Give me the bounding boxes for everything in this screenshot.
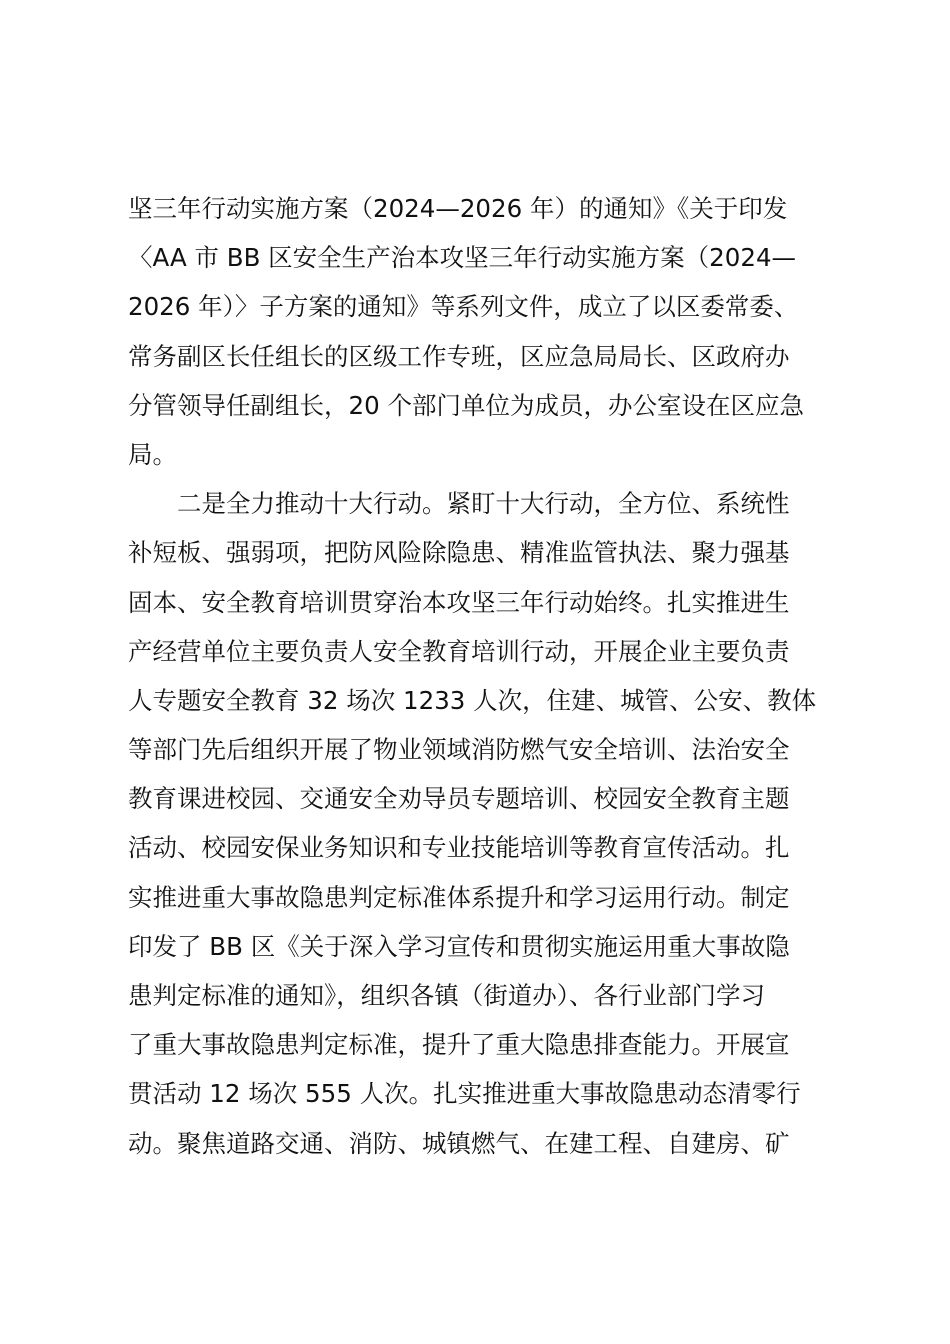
text-line: 贯活动 12 场次 555 人次。扎实推进重大事故隐患动态清零行 [128,1079,801,1109]
text-line: 印发了 BB 区《关于深入学习宣传和贯彻实施运用重大事故隐 [128,931,790,961]
text-line: 局。 [128,439,177,469]
text-line: 人专题安全教育 32 场次 1233 人次，住建、城管、公安、教体 [128,685,817,715]
paragraph-2 [128,479,848,1168]
paragraph-1 [128,184,848,479]
text-line: 产经营单位主要负责人安全教育培训行动，开展企业主要负责 [128,636,790,666]
text-line: 补短板、强弱项，把防风险除隐患、精准监管执法、聚力强基 [128,538,790,568]
text-line: 分管领导任副组长，20 个部门单位为成员，办公室设在区应急 [128,390,804,420]
text-line: 实推进重大事故隐患判定标准体系提升和学习运用行动。制定 [128,882,790,912]
text-line: 了重大事故隐患判定标准，提升了重大隐患排查能力。开展宣 [128,1030,790,1060]
text-line: 活动、校园安保业务知识和专业技能培训等教育宣传活动。扎 [128,833,790,863]
text-line: 2026 年）〉子方案的通知》等系列文件，成立了以区委常委、 [128,292,799,322]
text-line: 坚三年行动实施方案（2024—2026 年）的通知》《关于印发 [128,194,788,223]
text-line-first-indented: 二是全力推动十大行动。紧盯十大行动，全方位、系统性 [177,489,790,519]
text-line: 动。聚焦道路交通、消防、城镇燃气、在建工程、自建房、矿 [128,1128,790,1158]
text-line: 固本、安全教育培训贯穿治本攻坚三年行动始终。扎实推进生 [128,587,790,617]
text-line: 患判定标准的通知》，组织各镇（街道办）、各行业部门学习 [128,981,765,1010]
text-line: 〈AA 市 BB 区安全生产治本攻坚三年行动实施方案（2024— [128,243,797,273]
text-line: 常务副区长任组长的区级工作专班，区应急局局长、区政府办 [128,341,790,371]
document-body [128,184,848,1168]
text-line: 等部门先后组织开展了物业领域消防燃气安全培训、法治安全 [128,735,790,765]
text-line: 教育课进校园、交通安全劝导员专题培训、校园安全教育主题 [128,784,790,814]
